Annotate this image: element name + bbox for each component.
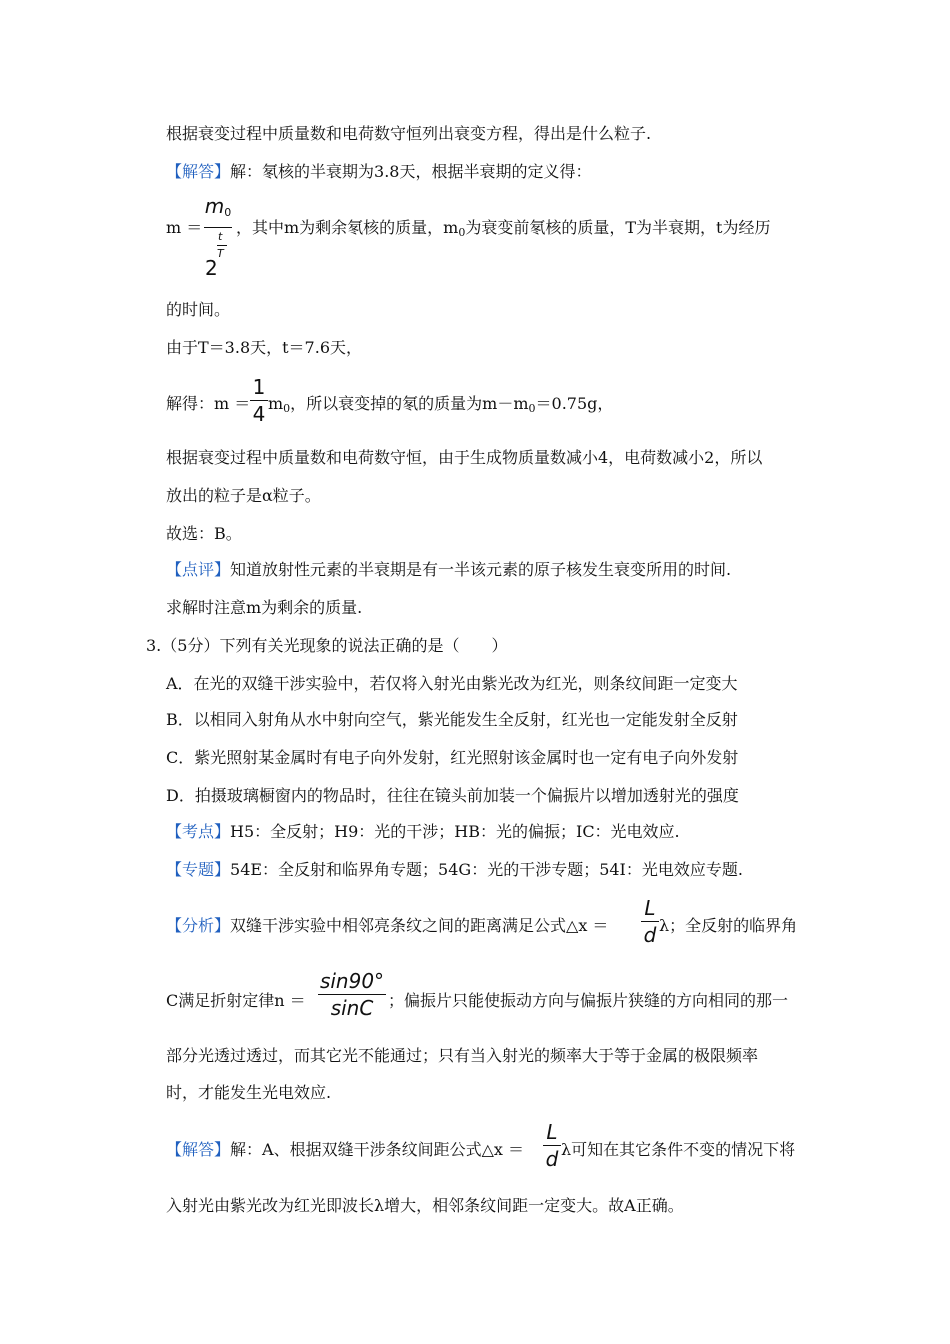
numerator: 1 (252, 375, 266, 399)
subscript-zero: 0 (224, 206, 232, 219)
fraction-m0-over-2-power (200, 194, 236, 282)
text-line: 放出的粒子是α粒子。 (166, 486, 321, 505)
answer-tag: 【解答】 (166, 162, 231, 181)
fraction-L-over-d (641, 895, 659, 948)
text-segment: 为衰变前氡核的质量，T为半衰期，t为经历 (465, 218, 771, 237)
analysis-text: 双缝干涉实验中相邻亮条纹之间的距离满足公式△x ＝ (230, 916, 609, 935)
option-b: B．以相同入射角从水中射向空气，紫光能发生全反射，红光也一定能发射全反射 (166, 710, 738, 729)
exponent-bar (217, 245, 227, 246)
analysis-tag: 【分析】 (166, 916, 231, 935)
text-line (166, 1140, 524, 1160)
text-line (166, 822, 680, 842)
denominator: 4 (252, 402, 266, 426)
text-line: 由于T＝3.8天，t＝7.6天， (166, 338, 362, 357)
text-segment: ，所以衰变掉的氡的质量为m－m (290, 394, 529, 413)
subscript-zero: 0 (528, 402, 536, 415)
text-line (166, 218, 202, 238)
text-line (236, 218, 770, 243)
denominator-d: d (545, 1147, 559, 1171)
text-line: 部分光透过透过，而其它光不能通过；只有当入射光的频率大于等于金属的极限频率 (166, 1046, 759, 1065)
text-line (166, 394, 250, 414)
keypoint-text: H5：全反射；H9：光的干涉；HB：光的偏振；IC：光电效应. (230, 822, 680, 841)
answer-text: 解：氡核的半衰期为3.8天，根据半衰期的定义得： (230, 162, 592, 181)
numerator-sin90: sin90° (319, 969, 385, 993)
text-segment: ＝0.75g， (535, 394, 614, 413)
comment-text: 知道放射性元素的半衰期是有一半该元素的原子核发生衰变所用的时间. (230, 560, 732, 579)
subscript-zero: 0 (283, 402, 291, 415)
text-line: 入射光由紫光改为红光即波长λ增大，相邻条纹间距一定变大。故A正确。 (166, 1196, 684, 1215)
numerator-m: m (204, 194, 225, 218)
option-a: A．在光的双缝干涉实验中，若仅将入射光由紫光改为红光，则条纹间距一定变大 (166, 674, 738, 693)
fraction-sin90-over-sinC (318, 968, 386, 1021)
topic-tag: 【专题】 (166, 860, 231, 879)
option-d: D．拍摄玻璃橱窗内的物品时，往往在镜头前加装一个偏振片以增加透射光的强度 (166, 786, 739, 805)
text-line: 故选：B。 (166, 524, 242, 543)
text-segment: ，其中m为剩余氡核的质量，m (236, 218, 459, 237)
text-line: C满足折射定律n ＝ (166, 991, 306, 1010)
fraction-one-quarter (250, 374, 268, 427)
denominator-d: d (643, 923, 657, 947)
text-line: 根据衰变过程中质量数和电荷数守恒列出衰变方程，得出是什么粒子. (166, 124, 652, 143)
topic-text: 54E：全反射和临界角专题；54G：光的干涉专题；54I：光电效应专题. (230, 860, 743, 879)
base-two: 2 (205, 256, 218, 280)
text-line (166, 916, 608, 936)
option-c: C．紫光照射某金属时有电子向外发射，红光照射该金属时也一定有电子向外发射 (166, 748, 739, 767)
text-line: 求解时注意m为剩余的质量. (166, 598, 363, 617)
numerator-L: L (546, 1120, 558, 1144)
text-line (166, 560, 731, 580)
text-line: λ；全反射的临界角 (659, 916, 798, 935)
equation-lhs: m ＝ (166, 218, 203, 237)
text-line: λ可知在其它条件不变的情况下将 (561, 1140, 796, 1159)
comment-tag: 【点评】 (166, 560, 231, 579)
text-line: ；偏振片只能使振动方向与偏振片狭缝的方向相同的那一 (388, 991, 789, 1010)
answer-text: 解：A、根据双缝干涉条纹间距公式△x ＝ (230, 1140, 524, 1159)
fraction-L-over-d (543, 1119, 561, 1172)
denominator-sinC: sinC (330, 996, 374, 1020)
answer-tag: 【解答】 (166, 1140, 231, 1159)
numerator-L: L (644, 896, 656, 920)
keypoint-tag: 【考点】 (166, 822, 231, 841)
text-line (166, 162, 591, 182)
text-line (268, 394, 613, 419)
exponent-t: t (218, 230, 223, 243)
text-line: 根据衰变过程中质量数和电荷数守恒，由于生成物质量数减小4，电荷数减小2，所以 (166, 448, 763, 467)
text-segment: m (268, 394, 284, 413)
text-line: 的时间。 (166, 300, 231, 319)
text-segment: 解得：m ＝ (166, 394, 251, 413)
subscript-zero: 0 (458, 226, 466, 239)
text-line: 时，才能发生光电效应. (166, 1083, 332, 1102)
question-title: 3.（5分）下列有关光现象的说法正确的是（ ） (146, 636, 508, 655)
text-line (166, 860, 743, 880)
exponent-T: T (217, 247, 224, 260)
